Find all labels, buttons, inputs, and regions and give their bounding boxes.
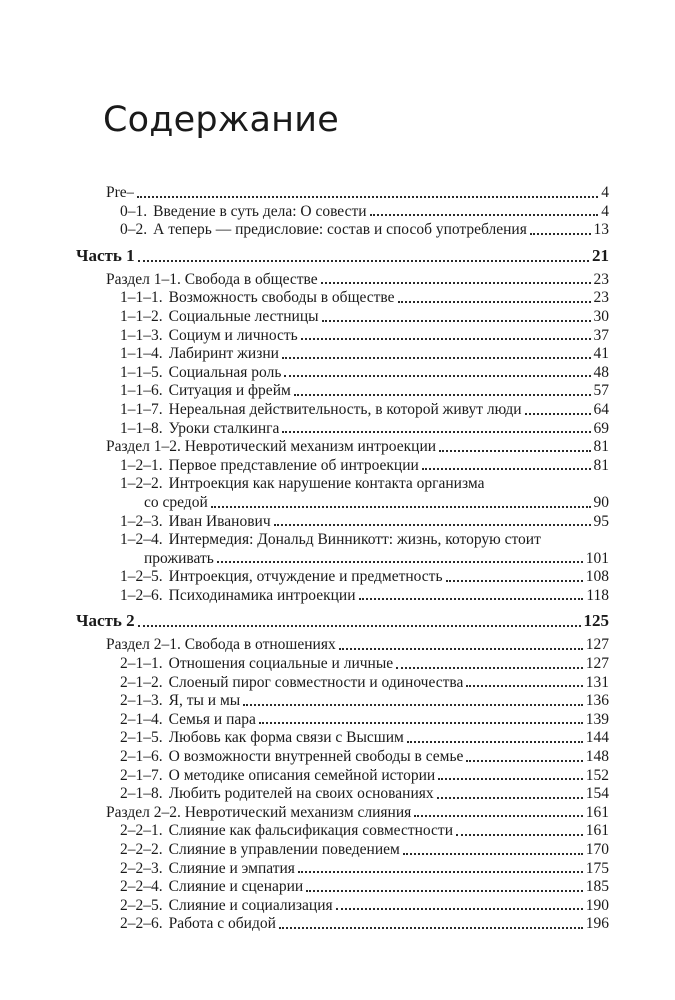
toc-part-2: [76, 608, 609, 934]
toc-entry-title: Уроки сталкинга: [168, 419, 280, 437]
toc-part-1: [76, 243, 609, 606]
toc-dot-leader: [437, 797, 583, 799]
toc-subsection-entry[interactable]: [76, 420, 609, 439]
toc-dot-leader: [259, 722, 583, 724]
toc-subsection-entry[interactable]: [76, 878, 609, 897]
toc-subsection-entry[interactable]: [76, 767, 609, 786]
toc-entry-title: Первое представление об интроекции: [168, 456, 419, 474]
toc-subsection-entry[interactable]: [76, 822, 609, 841]
toc-entry-title: Раздел 2–1. Свобода в отношениях: [106, 636, 336, 654]
toc-page-number: 69: [593, 419, 609, 437]
toc-part-entry[interactable]: [76, 608, 609, 633]
toc-page-number: 152: [585, 766, 609, 784]
toc-subsection-entry[interactable]: [76, 841, 609, 860]
toc-entry-title: Интроекция, отчуждение и предметность: [168, 568, 443, 586]
toc-dot-leader: [279, 927, 583, 929]
toc-entry-number: 2–1–4.: [120, 710, 163, 728]
toc-entry-title: Интроекция как нарушение контакта организма: [168, 475, 485, 493]
toc-page-number: 139: [585, 710, 609, 728]
toc-section-entry[interactable]: [76, 438, 609, 457]
toc-page-number: 108: [585, 568, 609, 586]
toc-subsection-entry[interactable]: [76, 308, 609, 327]
toc-page-number: 90: [593, 493, 609, 511]
toc-section-entry[interactable]: [76, 271, 609, 290]
toc-page-number: 95: [593, 512, 609, 530]
toc-entry-title: Слияние как фальсификация совместности: [168, 822, 453, 840]
toc-entry-title: Нереальная действительность, в которой живут люди: [168, 400, 522, 418]
toc-page-number: 136: [585, 692, 609, 710]
toc-entry-number: 2–1–6.: [120, 748, 163, 766]
toc-page-number: 4: [601, 184, 609, 201]
toc-entry-title: проживать: [144, 549, 214, 567]
toc-page-number: 127: [585, 636, 609, 654]
toc-entry-title: Слияние в управлении поведением: [168, 841, 400, 858]
toc-entry-number: 2–1–8.: [120, 785, 163, 803]
toc-page-number: 30: [593, 307, 609, 325]
toc-dot-leader: [422, 468, 591, 470]
toc-subsection-entry[interactable]: [76, 587, 609, 606]
toc-entry-title: Я, ты и мы: [168, 692, 241, 710]
toc-entry-title: Социальная роль: [168, 363, 282, 381]
toc-entry-title: Раздел 1–2. Невротический механизм интроекции: [106, 438, 437, 456]
toc-page-number: 41: [593, 345, 609, 363]
toc-entry-number: 1–1–3.: [120, 326, 163, 344]
toc-page-number: 23: [593, 289, 609, 307]
toc-entry-number: 2–2–5.: [120, 896, 163, 914]
toc-entry-number: 1–1–8.: [120, 419, 163, 437]
toc-page-number: 21: [592, 245, 609, 265]
toc-entry-title: Слияние и сценарии: [168, 878, 304, 896]
toc-entry-title: Возможность свободы в обществе: [168, 289, 395, 307]
toc-dot-leader: [282, 431, 590, 433]
toc-dot-leader: [359, 598, 584, 600]
toc-dot-leader: [336, 908, 583, 910]
toc-subsection-entry[interactable]: [76, 897, 609, 916]
toc-dot-leader: [466, 760, 582, 762]
toc-dot-leader: [138, 260, 589, 262]
toc-dot-leader: [282, 357, 591, 359]
toc-entry-title: О методике описания семейной истории: [168, 766, 436, 784]
toc-dot-leader: [138, 625, 581, 627]
toc-entry-title: Интермедия: Дональд Винникотт: жизнь, которую стоит: [168, 531, 541, 549]
toc-page-number: 175: [585, 859, 609, 877]
toc-entry-number: 1–1–2.: [120, 307, 163, 325]
toc-dot-leader: [243, 704, 583, 706]
toc-dot-leader: [274, 524, 591, 526]
table-of-contents: [76, 184, 609, 934]
toc-dot-leader: [414, 815, 582, 817]
toc-subsection-entry[interactable]: [76, 860, 609, 879]
toc-page-number: 127: [585, 655, 609, 673]
toc-entry-number: 2–1–1.: [120, 655, 163, 673]
toc-subsection-entry[interactable]: [76, 221, 609, 240]
toc-dot-leader: [525, 413, 591, 415]
toc-entry-number: 2–2–1.: [120, 822, 163, 840]
toc-page-number: 101: [585, 549, 609, 567]
toc-page-number: 23: [593, 270, 609, 288]
toc-dot-leader: [211, 506, 591, 508]
toc-subsection-entry[interactable]: [76, 692, 609, 711]
toc-entry-number: 1–1–7.: [120, 400, 163, 418]
toc-entry-title: Pre–: [106, 184, 135, 201]
toc-entry-number: 1–2–1.: [120, 456, 163, 474]
toc-subsection-entry[interactable]: [76, 531, 609, 550]
toc-subsection-entry[interactable]: [76, 401, 609, 420]
toc-part-entry[interactable]: [76, 243, 609, 268]
toc-subsection-entry-continued[interactable]: [76, 550, 609, 569]
toc-entry-title: Работа с обидой: [168, 915, 276, 933]
toc-entry-number: 1–1–6.: [120, 382, 163, 400]
toc-page-number: 154: [585, 785, 609, 803]
toc-subsection-entry[interactable]: [76, 203, 609, 222]
toc-page-number: 57: [593, 382, 609, 400]
toc-entry-title: Иван Иванович: [168, 512, 271, 530]
toc-entry-title: Социум и личность: [168, 326, 298, 344]
toc-subsection-entry[interactable]: [76, 345, 609, 364]
toc-subsection-entry[interactable]: [76, 711, 609, 730]
toc-page-number: 81: [593, 456, 609, 474]
toc-dot-leader: [137, 196, 598, 198]
toc-entry-title: Ситуация и фрейм: [168, 382, 291, 400]
toc-entry-title: О возможности внутренней свободы в семье: [168, 748, 464, 766]
toc-entry-title: Отношения социальные и личные: [168, 655, 394, 673]
toc-section-entry[interactable]: [76, 636, 609, 655]
toc-entry-number: 1–2–2.: [120, 475, 163, 493]
toc-dot-leader: [466, 685, 582, 687]
toc-page-number: 37: [593, 326, 609, 344]
toc-section-entry[interactable]: [76, 184, 609, 203]
toc-front-matter: [76, 184, 609, 240]
toc-entry-title: Слияние и социализация: [168, 896, 333, 914]
toc-entry-number: 1–2–5.: [120, 568, 163, 586]
toc-page-number: 4: [601, 202, 609, 220]
toc-subsection-entry[interactable]: [76, 382, 609, 401]
toc-page-number: 148: [585, 748, 609, 766]
toc-subsection-entry[interactable]: [76, 289, 609, 308]
toc-entry-number: 2–2–4.: [120, 878, 163, 896]
toc-entry-title: А теперь — предисловие: состав и способ употребления: [153, 221, 527, 239]
toc-dot-leader: [301, 338, 591, 340]
toc-entry-number: 2–2–6.: [120, 915, 163, 933]
toc-entry-number: 1–2–3.: [120, 512, 163, 530]
toc-dot-leader: [321, 282, 591, 284]
toc-subsection-entry[interactable]: [76, 915, 609, 934]
toc-entry-title: Лабиринт жизни: [168, 345, 279, 363]
toc-dot-leader: [284, 375, 590, 377]
toc-subsection-entry[interactable]: [76, 674, 609, 693]
toc-page-number: 64: [593, 400, 609, 418]
toc-page-number: 118: [586, 586, 609, 604]
toc-dot-leader: [439, 450, 590, 452]
toc-dot-leader: [339, 648, 583, 650]
toc-subsection-entry[interactable]: [76, 513, 609, 532]
toc-entry-number: 0–1.: [120, 202, 148, 220]
toc-entry-title: со средой: [144, 493, 208, 511]
toc-entry-title: Часть 2: [76, 611, 135, 631]
toc-entry-number: 2–2–3.: [120, 859, 163, 877]
toc-entry-number: 1–1–5.: [120, 363, 163, 381]
toc-dot-leader: [322, 320, 591, 322]
toc-entry-number: 0–2.: [120, 221, 148, 239]
toc-entry-title: Социальные лестницы: [168, 307, 319, 325]
toc-entry-title: Раздел 1–1. Свобода в обществе: [106, 270, 318, 288]
toc-section-entry[interactable]: [76, 804, 609, 823]
toc-entry-title: Слоеный пирог совместности и одиночества: [168, 673, 464, 691]
toc-entry-title: Введение в суть дела: О совести: [153, 202, 367, 220]
toc-page-number: 170: [585, 841, 609, 858]
toc-entry-number: 1–1–1.: [120, 289, 163, 307]
toc-entry-number: 2–2–2.: [120, 841, 163, 858]
toc-subsection-entry[interactable]: [76, 364, 609, 383]
toc-entry-number: 2–1–5.: [120, 729, 163, 747]
toc-subsection-entry[interactable]: [76, 327, 609, 346]
toc-entry-title: Психодинамика интроекции: [168, 586, 356, 604]
toc-entry-title: Любовь как форма связи с Высшим: [168, 729, 404, 747]
toc-dot-leader: [407, 741, 583, 743]
toc-page-number: 196: [585, 915, 609, 933]
toc-page-number: 13: [593, 221, 609, 239]
toc-dot-leader: [306, 890, 583, 892]
toc-page-number: 185: [585, 878, 609, 896]
toc-subsection-entry[interactable]: [76, 785, 609, 804]
toc-subsection-entry-continued[interactable]: [76, 494, 609, 513]
toc-subsection-entry[interactable]: [76, 748, 609, 767]
page-title: Содержание: [103, 100, 339, 140]
toc-entry-title: Любить родителей на своих основаниях: [168, 785, 434, 803]
toc-dot-leader: [398, 301, 591, 303]
toc-dot-leader: [438, 778, 583, 780]
toc-entry-title: Часть 1: [76, 245, 135, 265]
toc-dot-leader: [217, 561, 583, 563]
toc-page-number: 161: [585, 822, 609, 840]
toc-page-number: 131: [585, 673, 609, 691]
toc-entry-number: 2–1–3.: [120, 692, 163, 710]
toc-entry-number: 1–1–4.: [120, 345, 163, 363]
toc-entry-number: 1–2–4.: [120, 531, 163, 549]
toc-page-number: 144: [585, 729, 609, 747]
toc-dot-leader: [530, 233, 591, 235]
toc-dot-leader: [298, 871, 583, 873]
toc-entry-title: Семья и пара: [168, 710, 256, 728]
toc-entry-title: Слияние и эмпатия: [168, 859, 295, 877]
toc-entry-title: Раздел 2–2. Невротический механизм слияния: [106, 803, 412, 821]
toc-subsection-entry[interactable]: [76, 729, 609, 748]
toc-dot-leader: [403, 853, 583, 855]
toc-subsection-entry[interactable]: [76, 457, 609, 476]
toc-page-number: 125: [583, 611, 609, 631]
toc-dot-leader: [456, 834, 583, 836]
toc-subsection-entry[interactable]: [76, 568, 609, 587]
toc-subsection-entry[interactable]: [76, 475, 609, 494]
toc-page-number: 190: [585, 896, 609, 914]
toc-page-number: 48: [593, 363, 609, 381]
toc-entry-number: 1–2–6.: [120, 586, 163, 604]
toc-page-number: 161: [585, 803, 609, 821]
toc-page-number: 81: [593, 438, 609, 456]
toc-dot-leader: [396, 667, 583, 669]
toc-subsection-entry[interactable]: [76, 655, 609, 674]
toc-entry-number: 2–1–7.: [120, 766, 163, 784]
toc-entry-number: 2–1–2.: [120, 673, 163, 691]
toc-dot-leader: [294, 394, 591, 396]
toc-dot-leader: [370, 214, 599, 216]
toc-dot-leader: [446, 580, 583, 582]
